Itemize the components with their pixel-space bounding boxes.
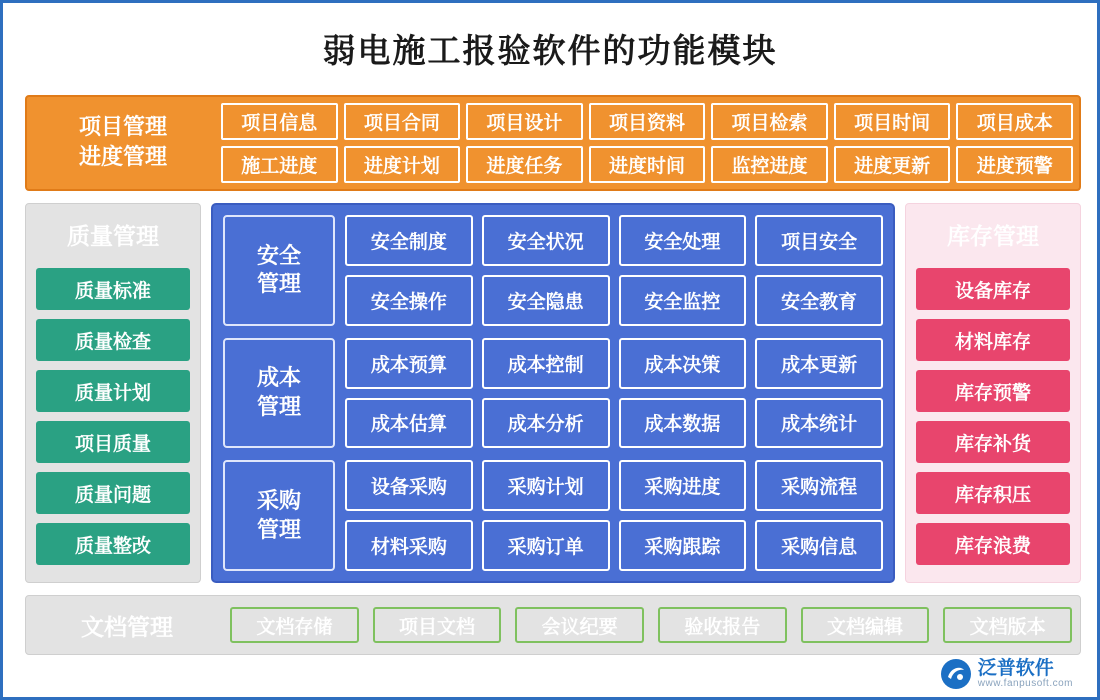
logo-url: www.fanpusoft.com (977, 677, 1073, 689)
module-meeting-minutes[interactable]: 会议纪要 (515, 607, 644, 643)
quality-management-title: 质量管理 (67, 223, 159, 250)
logo-swirl-icon (941, 659, 971, 689)
inventory-management-title: 库存管理 (947, 223, 1039, 250)
module-document-storage[interactable]: 文档存储 (230, 607, 359, 643)
module-procurement-progress[interactable]: 采购进度 (619, 460, 747, 511)
module-quality-rectification[interactable]: 质量整改 (36, 523, 190, 565)
module-cost-data[interactable]: 成本数据 (619, 398, 747, 449)
quality-management-panel (25, 203, 201, 583)
safety-grid (345, 215, 883, 326)
brand-logo (941, 656, 1073, 689)
module-quality-inspection[interactable]: 质量检查 (36, 319, 190, 361)
inventory-management-panel (905, 203, 1081, 583)
module-acceptance-report[interactable]: 验收报告 (658, 607, 787, 643)
progress-management-label: 进度管理 (78, 144, 167, 170)
project-progress-label (33, 103, 213, 183)
module-cost-budget[interactable]: 成本预算 (345, 338, 473, 389)
project-progress-grid (221, 103, 1073, 183)
module-quality-standard[interactable]: 质量标准 (36, 268, 190, 310)
module-progress-alert[interactable]: 进度预警 (956, 146, 1073, 183)
document-management-label: 文档管理 (81, 613, 173, 641)
module-equipment-inventory[interactable]: 设备库存 (916, 268, 1070, 310)
module-progress-plan[interactable]: 进度计划 (344, 146, 461, 183)
module-inventory-alert[interactable]: 库存预警 (916, 370, 1070, 412)
logo-text (977, 656, 1073, 689)
cost-label-line2: 管理 (256, 394, 301, 420)
cost-grid (345, 338, 883, 449)
project-progress-section (25, 95, 1081, 191)
module-material-procurement[interactable]: 材料采购 (345, 520, 473, 571)
module-document-version[interactable]: 文档版本 (943, 607, 1072, 643)
module-procurement-info[interactable]: 采购信息 (755, 520, 883, 571)
module-project-document[interactable]: 项目文档 (373, 607, 502, 643)
document-items (230, 607, 1072, 643)
procurement-label-line1: 采购 (256, 488, 301, 515)
cost-management-group (223, 338, 883, 449)
module-inventory-waste[interactable]: 库存浪费 (916, 523, 1070, 565)
module-project-info[interactable]: 项目信息 (221, 103, 338, 140)
module-safety-hazard[interactable]: 安全隐患 (482, 275, 610, 326)
module-project-time[interactable]: 项目时间 (834, 103, 951, 140)
module-equipment-procurement[interactable]: 设备采购 (345, 460, 473, 511)
module-cost-update[interactable]: 成本更新 (755, 338, 883, 389)
procurement-label-line2: 管理 (256, 516, 301, 543)
module-project-contract[interactable]: 项目合同 (344, 103, 461, 140)
module-material-inventory[interactable]: 材料库存 (916, 319, 1070, 361)
module-project-search[interactable]: 项目检索 (711, 103, 828, 140)
module-safety-monitoring[interactable]: 安全监控 (619, 275, 747, 326)
module-progress-update[interactable]: 进度更新 (834, 146, 951, 183)
middle-region (25, 203, 1081, 583)
safety-management-group (223, 215, 883, 326)
module-project-cost[interactable]: 项目成本 (956, 103, 1073, 140)
module-cost-analysis[interactable]: 成本分析 (482, 398, 610, 449)
module-project-design[interactable]: 项目设计 (466, 103, 583, 140)
module-project-quality[interactable]: 项目质量 (36, 421, 190, 463)
module-safety-status[interactable]: 安全状况 (482, 215, 610, 266)
module-quality-plan[interactable]: 质量计划 (36, 370, 190, 412)
module-inventory-overstock[interactable]: 库存积压 (916, 472, 1070, 514)
module-safety-education[interactable]: 安全教育 (755, 275, 883, 326)
module-safety-handling[interactable]: 安全处理 (619, 215, 747, 266)
module-construction-progress[interactable]: 施工进度 (221, 146, 338, 183)
page-title: 弱电施工报验软件的功能模块 (322, 31, 778, 70)
logo-name: 泛普软件 (977, 656, 1054, 679)
module-cost-control[interactable]: 成本控制 (482, 338, 610, 389)
module-cost-decision[interactable]: 成本决策 (619, 338, 747, 389)
cost-management-label (223, 338, 335, 449)
module-safety-system[interactable]: 安全制度 (345, 215, 473, 266)
module-safety-operation[interactable]: 安全操作 (345, 275, 473, 326)
module-purchase-order[interactable]: 采购订单 (482, 520, 610, 571)
module-cost-statistics[interactable]: 成本统计 (755, 398, 883, 449)
center-modules-panel (211, 203, 895, 583)
module-project-safety[interactable]: 项目安全 (755, 215, 883, 266)
cost-label-line1: 成本 (256, 365, 301, 392)
module-quality-issue[interactable]: 质量问题 (36, 472, 190, 514)
procurement-management-label (223, 460, 335, 571)
module-procurement-process[interactable]: 采购流程 (755, 460, 883, 511)
safety-management-label (223, 215, 335, 326)
module-cost-estimate[interactable]: 成本估算 (345, 398, 473, 449)
project-management-label: 项目管理 (78, 114, 167, 141)
module-procurement-tracking[interactable]: 采购跟踪 (619, 520, 747, 571)
module-inventory-replenish[interactable]: 库存补货 (916, 421, 1070, 463)
module-project-materials[interactable]: 项目资料 (589, 103, 706, 140)
document-management-section (25, 595, 1081, 655)
safety-label-line1: 安全 (256, 242, 301, 269)
module-document-edit[interactable]: 文档编辑 (801, 607, 930, 643)
safety-label-line2: 管理 (256, 271, 301, 298)
module-progress-task[interactable]: 进度任务 (466, 146, 583, 183)
procurement-management-group (223, 460, 883, 571)
module-progress-monitor[interactable]: 监控进度 (711, 146, 828, 183)
procurement-grid (345, 460, 883, 571)
module-procurement-plan[interactable]: 采购计划 (482, 460, 610, 511)
module-progress-time[interactable]: 进度时间 (589, 146, 706, 183)
